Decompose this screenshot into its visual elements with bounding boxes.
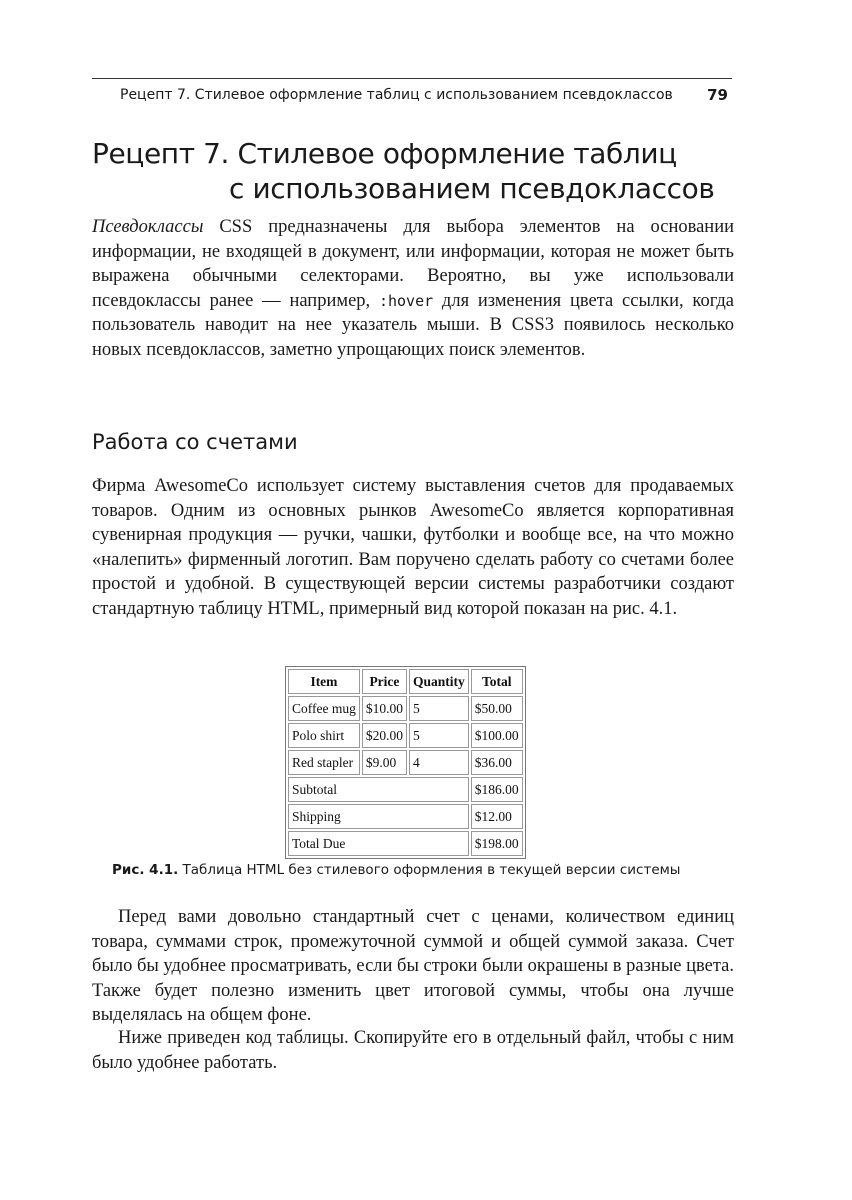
caption-text: Таблица HTML без стилевого оформления в текущей версии системы: [178, 862, 681, 878]
section-paragraph: Фирма AwesomeCo использует систему выставления счетов для продаваемых товаров. Одним из основных рынков AwesomeCo является корпоративная сувенирная продукция — ручки, чашки, футболки и вообще все, на что можно «налепить» фирменный логотип. Вам поручено сделать работу со счетами более простой и удобной. В существующей версии системы разработчики создают стандартную таблицу HTML, примерный вид которой показан на рис. 4.1.: [92, 476, 734, 619]
cell-quantity: 5: [409, 696, 469, 721]
table-header-row: [288, 669, 523, 694]
chapter-title-line1: Рецепт 7. Стилевое оформление таблиц: [92, 137, 677, 170]
summary-row-total-due: [288, 831, 523, 856]
cell-quantity: 5: [409, 723, 469, 748]
caption-label: Рис. 4.1.: [112, 862, 179, 878]
summary-label: Shipping: [288, 804, 469, 829]
page-number: 79: [707, 86, 728, 104]
cell-item: Coffee mug: [288, 696, 360, 721]
intro-term: Псевдоклассы: [92, 217, 204, 237]
figure-4-1: [285, 666, 526, 859]
figure-caption: [112, 862, 680, 878]
body-paragraph-1: Перед вами довольно стандартный счет с ценами, количеством единиц товара, суммами строк, промежуточной суммой и общей суммой заказа. Счет было бы удобнее просматривать, если бы строки были окрашены в разные цвета. Также будет полезно изменить цвет итоговой суммы, чтобы она лучше выделялась на общем фоне.: [92, 907, 734, 1025]
chapter-title: [92, 136, 742, 206]
summary-label: Subtotal: [288, 777, 469, 802]
table-row: [288, 696, 523, 721]
header-item: Item: [288, 669, 360, 694]
intro-paragraph: [92, 215, 734, 362]
intro-text-before-code: CSS предназначены для выбора элементов на основании информации, не входящей в документ, или информации, которая не может быть выражена обычными селекторами. Вероятно, вы уже использовали псевдоклассы ранее — например,: [92, 217, 734, 311]
summary-value: $186.00: [471, 777, 523, 802]
header-quantity: Quantity: [409, 669, 469, 694]
inline-code: :hover: [378, 291, 434, 310]
body-paragraph-2: Ниже приведен код таблицы. Скопируйте его в отдельный файл, чтобы с ним было удобнее работать.: [92, 1028, 734, 1073]
table-row: [288, 750, 523, 775]
summary-row-subtotal: [288, 777, 523, 802]
header-price: Price: [362, 669, 407, 694]
cell-price: $9.00: [362, 750, 407, 775]
cell-total: $36.00: [471, 750, 523, 775]
cell-price: $20.00: [362, 723, 407, 748]
table-row: [288, 723, 523, 748]
cell-price: $10.00: [362, 696, 407, 721]
section-heading: Работа со счетами: [92, 430, 298, 454]
intro-text-after-code: для изменения цвета ссылки, когда пользователь наводит на нее указатель мыши. В CSS3 появилось несколько новых псевдоклассов, заметно упрощающих поиск элементов.: [92, 290, 735, 360]
header-total: Total: [471, 669, 523, 694]
summary-value: $12.00: [471, 804, 523, 829]
invoice-table: [285, 666, 526, 859]
summary-value: $198.00: [471, 831, 523, 856]
chapter-title-line2: с использованием псевдоклассов: [229, 172, 715, 205]
cell-item: Polo shirt: [288, 723, 360, 748]
running-head: [92, 78, 732, 107]
cell-total: $100.00: [471, 723, 523, 748]
summary-label: Total Due: [288, 831, 469, 856]
running-head-title: Рецепт 7. Стилевое оформление таблиц с использованием псевдоклассов: [120, 87, 673, 103]
summary-row-shipping: [288, 804, 523, 829]
cell-quantity: 4: [409, 750, 469, 775]
cell-total: $50.00: [471, 696, 523, 721]
cell-item: Red stapler: [288, 750, 360, 775]
